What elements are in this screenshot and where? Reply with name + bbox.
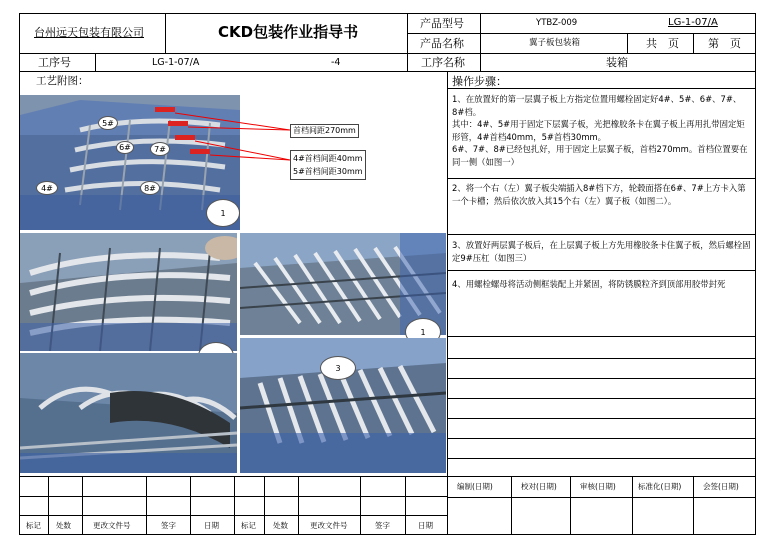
page-total-label: 共 页 xyxy=(646,37,679,50)
callout-5-gap: 5#首档间距30mm xyxy=(293,167,363,176)
footer-reviewed: 审核(日期) xyxy=(580,482,616,491)
footer-change-doc-2: 更改文件号 xyxy=(310,521,348,530)
figure-label: 工艺附图： xyxy=(36,75,89,87)
callout-first-gap-270: 首档间距270mm xyxy=(290,124,359,138)
footer-count-1: 处数 xyxy=(56,521,71,530)
product-model-label: 产品型号 xyxy=(420,17,464,30)
step-2-text: 2、将一个右（左）翼子板尖端插入8#档下方，轮毂面搭在6#、7#上方卡入第一个卡槽；然后依次放入其15个右（左）翼子板（如图二）。 xyxy=(452,183,746,206)
document-title: CKD包装作业指导书 xyxy=(218,23,359,41)
footer-checked: 校对(日期) xyxy=(521,482,557,491)
footer-standardized: 标准化(日期) xyxy=(638,482,682,491)
footer-sign-2: 签字 xyxy=(375,521,390,530)
process-seq-value: LG-1-07/A xyxy=(152,57,200,68)
footer-countersigned: 会签(日期) xyxy=(703,482,739,491)
photo4-marker: 3 xyxy=(320,356,356,380)
document-code: LG-1-07/A xyxy=(668,17,718,28)
step-1-line-c: 6#、7#、8#已经包扎好，用于固定上层翼子板，首档270mm。首档位置要在同一侧（如图一） xyxy=(452,144,748,167)
footer-date-1: 日期 xyxy=(204,521,219,530)
product-name-label: 产品名称 xyxy=(420,37,464,50)
step-1-line-b: 其中：4#、5#用于固定下层翼子板，光把橡胶条卡在翼子板上再用扎带固定矩形管，4#首档40mm，5#首档30mm。 xyxy=(452,119,745,142)
footer-date-2: 日期 xyxy=(418,521,433,530)
process-seq-label: 工序号 xyxy=(38,56,71,69)
footer-sign-1: 签字 xyxy=(161,521,176,530)
step-1-line-a: 1、在放置好的第一层翼子板上方指定位置用螺栓固定好4#、5#、6#、7#、8#档。 xyxy=(452,94,742,117)
photo1-marker-1: 1 xyxy=(206,199,240,227)
callout-lines xyxy=(170,110,295,185)
step-1 xyxy=(452,93,752,169)
footer-change-doc-1: 更改文件号 xyxy=(93,521,131,530)
process-name-label: 工序名称 xyxy=(421,56,465,69)
step-2 xyxy=(452,182,752,207)
photo1-marker-8: 8# xyxy=(140,181,160,195)
photo-figure-2b xyxy=(20,353,237,473)
step-3 xyxy=(452,239,752,264)
page-current-label: 第 页 xyxy=(708,37,741,50)
footer-mark-2: 标记 xyxy=(241,521,256,530)
product-model-value: YTBZ-009 xyxy=(536,18,578,28)
footer-prepared: 编制(日期) xyxy=(457,482,493,491)
step-3-text: 3、放置好两层翼子板后，在上层翼子板上方先用橡胶条卡住翼子板，然后螺栓固定9#压杠（如图三） xyxy=(452,240,751,263)
photo-figure-2 xyxy=(20,233,237,351)
photo1-marker-4: 4# xyxy=(36,181,58,195)
process-name-value: 装箱 xyxy=(606,56,628,69)
steps-title: 操作步骤： xyxy=(452,75,507,88)
product-name-value: 翼子板包装箱 xyxy=(529,38,581,48)
footer-mark-1: 标记 xyxy=(26,521,41,530)
photo1-marker-5: 5# xyxy=(98,116,118,130)
photo3-marker: 1 xyxy=(405,318,441,346)
photo1-marker-6: 6# xyxy=(116,141,134,154)
step-4 xyxy=(452,278,752,291)
footer-count-2: 处数 xyxy=(273,521,288,530)
callout-4-gap: 4#首档间距40mm xyxy=(293,154,363,163)
company-name: 台州远天包装有限公司 xyxy=(34,26,144,39)
photo1-marker-7: 7# xyxy=(150,142,170,156)
step-4-text: 4、用螺栓螺母将活动侧框装配上并紧固，将防锈膜粒齐到顶部用胶带封死 xyxy=(452,279,726,289)
process-seq-suffix: -4 xyxy=(331,57,341,68)
callout-first-gap-4-5 xyxy=(290,150,366,180)
